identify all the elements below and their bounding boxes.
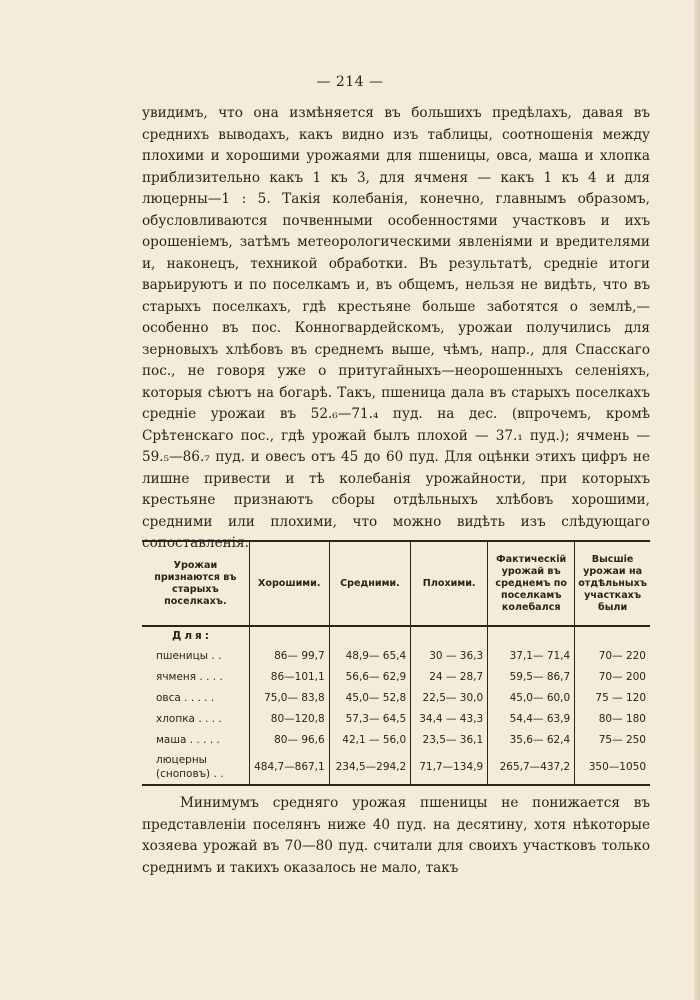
cell-actual: 54,4— 63,9 [488,708,575,729]
header-highest: Высшіе урожаи на отдѣльныхъ участкахъ были [575,541,650,626]
header-crop: Урожаи признаются въ старыхъ поселкахъ. [142,541,249,626]
yield-table [142,540,650,786]
cell-medium: 42,1 — 56,0 [329,729,411,750]
cell-bad: 24 — 28,7 [411,666,488,687]
cell-bad: 71,7—134,9 [411,750,488,785]
cell-highest: 70— 220 [575,645,650,666]
cell-actual: 45,0— 60,0 [488,687,575,708]
table-row [142,645,650,666]
cell-good: 86—101,1 [249,666,329,687]
paragraph-top: увидимъ, что она измѣняется въ большихъ предѣлахъ, давая въ среднихъ выводахъ, какъ видно изъ таблицы, соотношенія между плохими и хорошими урожаями для пшеницы, овса, маша и хлопка приблизительно какъ 1 къ 3, для ячменя — какъ 1 къ 4 и для люцерны—1 : 5. Такія колебанія, конечно, главнымъ образомъ, обусловливаются почвенными особенностями участковъ и ихъ орошеніемъ, затѣмъ метеорологическими явленіями и вредителями и, наконецъ, техникой обработки. Въ результатѣ, средніе итоги варьируютъ и по поселкамъ и, въ общемъ, нельзя не видѣть, что въ старыхъ поселкахъ, гдѣ крестьяне больше заботятся о землѣ,—особенно въ пос. Конногвардейскомъ, урожаи получились для зерновыхъ хлѣбовъ въ среднемъ выше, чѣмъ, напр., для Спасскаго пос., не говоря уже о притугайныхъ—неорошенныхъ селеніяхъ, которыя сѣютъ на богарѣ. Такъ, пшеница дала въ старыхъ поселкахъ средніе урожаи въ 52.₆—71.₄ пуд. на дес. (впрочемъ, кромѣ Срѣтенскаго пос., гдѣ урожай былъ плохой — 37.₁ пуд.); ячмень — 59.₅—86.₇ пуд. и овесъ отъ 45 до 60 пуд. Для оцѣнки этихъ цифръ не лишне привести и тѣ колебанія урожайности, при которыхъ крестьяне признаютъ сборы отдѣльныхъ хлѣбовъ хорошими, средними или плохими, что можно видѣть изъ слѣдующаго сопоставленія. [142,105,650,551]
cell-good: 75,0— 83,8 [249,687,329,708]
cell-crop: люцерны (сноповъ) . . [142,750,249,785]
header-bad: Плохими. [411,541,488,626]
cell-highest: 80— 180 [575,708,650,729]
table-header-row [142,541,650,626]
cell-bad: 22,5— 30,0 [411,687,488,708]
cell-good: 86— 99,7 [249,645,329,666]
cell-highest: 350—1050 [575,750,650,785]
header-medium: Средними. [329,541,411,626]
cell-actual: 59,5— 86,7 [488,666,575,687]
cell-actual: 265,7—437,2 [488,750,575,785]
cell-crop: маша . . . . . [156,733,220,746]
group-label: Для: [172,630,212,642]
table-group-row [142,626,650,645]
cell-highest: 70— 200 [575,666,650,687]
table-row [142,666,650,687]
cell-highest: 75— 250 [575,729,650,750]
cell-crop: пшеницы . . [156,649,222,662]
cell-actual: 35,6— 62,4 [488,729,575,750]
paragraph-bottom: Минимумъ средняго урожая пшеницы не понижается въ представленіи поселянъ ниже 40 пуд. на десятину, хотя нѣкоторые хозяева урожай въ 70—80 пуд. считали для своихъ участковъ только среднимъ и такихъ оказалось не мало, такъ [142,795,650,876]
cell-crop: овса . . . . . [156,691,215,704]
cell-medium: 234,5—294,2 [329,750,411,785]
cell-medium: 45,0— 52,8 [329,687,411,708]
page-edge [694,0,700,1000]
table-row [142,750,650,785]
cell-medium: 56,6— 62,9 [329,666,411,687]
table-row [142,708,650,729]
cell-crop: ячменя . . . . [156,670,223,683]
cell-good: 80— 96,6 [249,729,329,750]
cell-good: 484,7—867,1 [249,750,329,785]
header-good: Хорошими. [249,541,329,626]
cell-bad: 34,4 — 43,3 [411,708,488,729]
cell-bad: 30 — 36,3 [411,645,488,666]
cell-crop: хлопка . . . . [156,712,222,725]
table-row [142,729,650,750]
cell-medium: 48,9— 65,4 [329,645,411,666]
cell-medium: 57,3— 64,5 [329,708,411,729]
page-number: — 214 — [316,74,384,90]
header-actual: Фактическій урожай въ среднемъ по поселкамъ колебался [488,541,575,626]
table-row [142,687,650,708]
cell-actual: 37,1— 71,4 [488,645,575,666]
cell-highest: 75 — 120 [575,687,650,708]
cell-bad: 23,5— 36,1 [411,729,488,750]
cell-good: 80—120,8 [249,708,329,729]
